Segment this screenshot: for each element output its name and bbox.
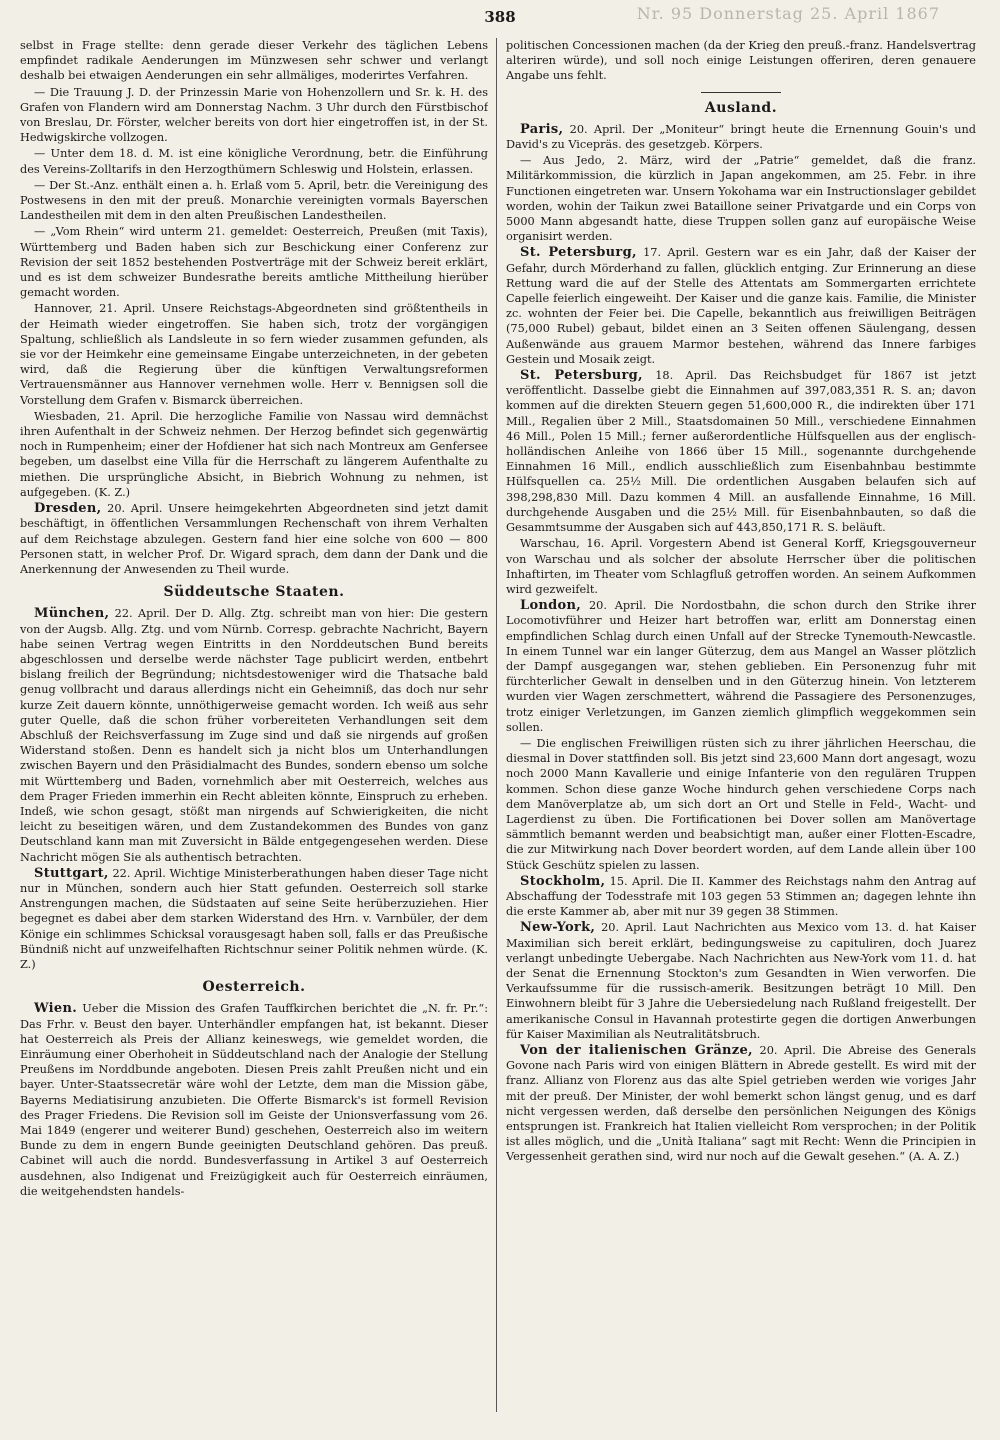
article-text: 18. April. Das Reichsbudget für 1867 ist jetzt veröffentlicht. Dasselbe giebt die Einnahmen auf 397,083,351 R. S. an; davon kommen auf die direkten Steuern gegen 51,600,000 R., die indirekten über 171 Mill., Regalien über 2 Mill., Staatsdomainen 50 Mill., verschiedene Einnahmen 46 Mill., Polen 15 Mill.; ferner außerordentliche Hülfsquellen aus der englisch-holländischen Anleihe von 1866 über 15 Mill., sogenannte durchgehende Einnahmen 16 Mill., endlich ausschließlich zum Eisenbahnbau bestimmte Hülfsquellen ca. 25½ Mill. Die ordentlichen Ausgaben belaufen sich auf 398,298,830 Mill. Dazu kommen 4 Mill. an ausfallende Einnahme, 16 Mill. durchgehende Ausgaben und die 25½ Mill. für Eisenbahnbauten, so daß die Gesammtsumme der Ausgaben sich auf 443,850,171 R. S. beläuft. — [506, 369, 976, 535]
article-paragraph — [506, 920, 976, 1042]
dateline: München, — [34, 606, 110, 622]
article-paragraph — [506, 122, 976, 152]
article-text: 20. April. Unsere heimgekehrten Abgeordneten sind jetzt damit beschäftigt, in öffentlichen Versammlungen Rechenschaft von ihrem Verhalten auf dem Reichstage abzulegen. Gestern fand hier eine solche von 600 — 800 Personen statt, in welcher Prof. Dr. Wigard sprach, dem dann der Dank und die Anerkennung der Anwesenden zu Theil wurde. — [20, 502, 488, 576]
dateline: Stuttgart, — [34, 865, 109, 881]
article-paragraph: selbst in Frage stellte: denn gerade dieser Verkehr des täglichen Lebens empfindet radikale Aenderungen im Münzwesen sehr schwer und verlangt deshalb bei etwaigen Aenderungen ein sehr allmäliges, moderirtes Verfahren. — [20, 39, 488, 83]
article-paragraph: — Die englischen Freiwilligen rüsten sich zu ihrer jährlichen Heerschau, die diesmal in Dover stattfinden soll. Bis jetzt sind 23,600 Mann dort angesagt, wozu noch 2000 Mann Kavallerie und einige Infanterie von den regulären Truppen kommen. Schon diese ganze Woche hindurch gehen verschiedene Corps nach dem Manöverplatze ab, um sich dort an Ort und Stelle in Feld-, Wacht- und Lagerdienst zu üben. Die Fortificationen bei Dover sollen am Manövertage sämmtlich bemannt werden und beabsichtigt man, außer einer Flotten-Escadre, die zur Mitwirkung nach Dover beordert worden, auf dem Lande allein über 100 Stück Geschütz spielen zu lassen. — [506, 736, 976, 872]
article-paragraph: — „Vom Rhein“ wird unterm 21. gemeldet: Oesterreich, Preußen (mit Taxis), Württemberg und Baden haben sich zur Beschickung einer Conferenz zur Revision der seit 1852 bestehenden Postverträge mit der Schweiz bereit erklärt, und es ist dem schweizer Bundesrathe bereits amtliche Mittheilung hierüber gemacht worden. — [20, 225, 488, 300]
article-text: 20. April. Der „Moniteur“ bringt heute die Ernennung Gouin's und David's zu Vicepräs. des gesetzgeb. Körpers. — [506, 122, 976, 152]
article-text: 15. April. Die II. Kammer des Reichstags nahm den Antrag auf Abschaffung der Todesstrafe mit 103 gegen 53 Stimmen an; dagegen lehnte ihn die erste Kammer ab, aber mit nur 39 gegen 38 Stimmen. — [506, 874, 976, 919]
separator-rule — [701, 92, 781, 93]
article-paragraph — [506, 1043, 976, 1165]
article-paragraph: Hannover, 21. April. Unsere Reichstags-Abgeordneten sind größtentheils in der Heimath wieder eingetroffen. Sie haben sich, trotz der vorgängigen Spaltung, schließlich als Landsleute in so fern wieder zusammen gefunden, als sie vor der Heimkehr eine gemeinsame Eingabe unterzeichneten, in der gebeten wird, daß die Regierung über die künftigen Verwaltungsreformen Vertrauensmänner aus Hannover vernehmen wolle. Herr v. Bennigsen soll die Vorstellung dem Grafen v. Bismarck überreichen. — [20, 302, 488, 407]
dateline: St. Petersburg, — [520, 368, 643, 384]
article-text: 20. April. Laut Nachrichten aus Mexico vom 13. d. hat Kaiser Maximilian sich bereit erklärt, bedingungsweise zu capituliren, doch Juarez verlangt unbedingte Uebergabe. Nach Nachrichten aus New-York vom 11. d. hat der Senat die Ernennung Stockton's zum Gesandten in Wien verworfen. Die Verkaufssumme für die russisch-amerik. Besitzungen beträgt 10 Mill. Den Einwohnern bleibt für 3 Jahre die Uebersiedelung nach Rußland freigestellt. Der amerikanische Consul in Havannah protestirte gegen die dortigen Anwerbungen für Kaiser Maximilian als Neutralitätsbruch. — [506, 921, 976, 1041]
dateline: Wien. — [34, 1001, 78, 1017]
article-paragraph — [506, 368, 976, 535]
article-paragraph: politischen Concessionen machen (da der Krieg den preuß.-franz. Handelsvertrag alteriren würde), und soll noch einige Leistungen offeriren, deren genauere Angabe uns fehlt. — [506, 39, 976, 83]
article-text: 20. April. Die Abreise des Generals Govone nach Paris wird von einigen Blättern in Abrede gestellt. Es wird mit der franz. Allianz von Florenz aus das alte Spiel getrieben werden wie voriges Jahr mit der preuß. Der Minister, der wohl bemerkt schon längst genug, und es darf nicht vergessen werden, daß derselbe den persönlichen Neigungen des Königs entsprungen ist. Frankreich hat Italien vielleicht Rom versprochen; in der Politik ist alles möglich, und die „Unità Italiana“ sagt mit Recht: Wenn die Principien in Vergessenheit gerathen sind, wird nur noch auf die Gewalt gesehen.“ (A. A. Z.) — [506, 1044, 976, 1164]
section-heading: Süddeutsche Staaten. — [163, 584, 345, 601]
dateline: Von der italienischen Gränze, — [520, 1043, 753, 1058]
dateline: New-York, — [520, 920, 596, 936]
left-column — [20, 38, 488, 1412]
article-paragraph: Warschau, 16. April. Vorgestern Abend ist General Korff, Kriegsgouverneur von Warschau und als solcher der absolute Herrscher über die politischen Inhaftirten, im Theater vom Schlagfluß getroffen worden. An seinem Aufkommen wird gezweifelt. — [506, 537, 976, 596]
article-paragraph — [20, 866, 488, 972]
article-paragraph — [20, 501, 488, 577]
dateline: Dresden, — [34, 501, 102, 517]
article-paragraph: — Der St.-Anz. enthält einen a. h. Erlaß vom 5. April, betr. die Vereinigung des Postwesens in den mit der preuß. Monarchie vereinigten vormals Bayerschen Landestheilen mit dem in den alten Preußischen Landestheilen. — [20, 178, 488, 223]
article-paragraph — [506, 598, 976, 735]
dateline: St. Petersburg, — [520, 245, 637, 261]
article-paragraph: — Die Trauung J. D. der Prinzessin Marie von Hohenzollern und Sr. k. H. des Grafen von Flandern wird am Donnerstag Nachm. 3 Uhr durch den Fürstbischof von Breslau, Dr. Förster, welcher bereits von dort hier eingetroffen ist, in der St. Hedwigskirche vollzogen. — [20, 85, 488, 145]
article-text: 22. April. Der D. Allg. Ztg. schreibt man von hier: Die gestern von der Augsb. Allg. Ztg. und vom Nürnb. Corresp. gebrachte Nachricht, Bayern habe seinen Vertrag wegen Eintritts in den Norddeutschen Bund bereits abgeschlossen und derselbe werde nächster Tage publicirt werden, entbehrt bislang freilich der Begründung; nichtsdestoweniger wird die Thatsache bald genug vollbracht und daraus allerdings nicht ein Geheimniß, das doch nur sehr kurze Zeit dauern könnte, unnöthigerweise gemacht worden. Ich weiß aus sehr guter Quelle, daß die schon früher vorbereiteten Verhandlungen seit dem Abschluß der Reichsverfassung im Zuge sind und daß sie nirgends auf großen Widerstand stoßen. Denn es handelt sich ja nicht blos um Unterhandlungen zwischen Bayern und den Präsidialmacht des Bundes, sondern ebenso um solche mit Württemberg und Baden, vornehmlich aber mit Oesterreich, welches aus dem Prager Frieden immerhin ein Recht ableiten könnte, Einspruch zu erheben. Indeß, wie schon gesagt, stößt man nirgends auf Schwierigkeiten, die nicht leicht zu beseitigen wären, und dem Zustandekommen des Bundes von ganz Deutschland kann man mit Zuversicht in Bälde entgegengesehen werden. Diese Nachricht mögen Sie als authentisch betrachten. — [20, 607, 488, 864]
column-divider — [496, 38, 497, 1412]
dateline: Paris, — [520, 121, 564, 137]
bleed-through-header: Nr. 95 Donnerstag 25. April 1867 — [636, 4, 940, 23]
article-paragraph — [506, 245, 976, 367]
article-text: 20. April. Die Nordostbahn, die schon durch den Strike ihrer Locomotivführer und Heizer hart betroffen war, erlitt am Donnerstag einen empfindlichen Schlag durch einen Unfall auf der Strecke Tynemouth-Newcastle. In einem Tunnel war ein langer Güterzug, dem aus Mangel an Wasser plötzlich der Dampf ausgegangen war, stehen geblieben. Ein Personenzug fuhr mit fürchterlicher Gewalt in denselben und in den Güterzug hinein. Von letzterem wurden vier Wagen zerschmettert, während die Passagiere des Personenzuges, trotz einiger Verletzungen, im Ganzen ziemlich glimpflich weggekommen sein sollen. — [506, 599, 976, 734]
page-number: 388 — [484, 8, 516, 26]
article-paragraph: — Unter dem 18. d. M. ist eine königliche Verordnung, betr. die Einführung des Vereins-Zolltarifs in den Herzogthümern Schleswig und Holstein, erlassen. — [20, 147, 488, 176]
dateline: Stockholm, — [520, 873, 606, 889]
article-text: 22. April. Wichtige Ministerberathungen haben dieser Tage nicht nur in München, sondern auch hier Statt gefunden. Oesterreich soll starke Anstrengungen machen, die Südstaaten auf seine Seite herüberzuziehen. Hier begegnet es dabei aber dem starken Widerstand des Hrn. v. Varnbüler, der dem Könige ein schlimmes Schicksal vorausgesagt haben soll, falls er das Preußische Bündniß nicht auf unzweifelhaften Richtschnur seiner Politik nehmen würde. (K. Z.) — [20, 866, 488, 971]
article-paragraph: — Aus Jedo, 2. März, wird der „Patrie“ gemeldet, daß die franz. Militärkommission, die kürzlich in Japan angekommen, am 25. Febr. in ihre Functionen eingetreten war. Unsern Yokohama war ein Instructionslager gebildet worden, wohin der Taikun zwei Bataillone seiner Privatgarde und ein Corps von 5000 Mann abgesandt hatte, diese Truppen sollen ganz auf europäische Weise organisirt werden. — [506, 154, 976, 244]
article-paragraph: Wiesbaden, 21. April. Die herzogliche Familie von Nassau wird demnächst ihren Aufenthalt in der Schweiz nehmen. Der Herzog befindet sich gegenwärtig noch in Rumpenheim; einer der Hofdiener hat sich nach Montreux am Genfersee begeben, um daselbst eine Villa für die Herrschaft zu längerem Aufenthalte zu miethen. Die ursprüngliche Absicht, in Biebrich Wohnung zu nehmen, ist aufgegeben. (K. Z.) — [20, 409, 488, 499]
section-heading: Ausland. — [704, 99, 778, 116]
article-paragraph — [20, 606, 488, 864]
section-heading: Oesterreich. — [202, 979, 306, 996]
right-column — [506, 38, 976, 1412]
article-text: Ueber die Mission des Grafen Tauffkirchen berichtet die „N. fr. Pr.“: Das Frhr. v. Beust den bayer. Unterhändler empfangen hat, ist bekannt. Dieser hat Oesterreich als Preis der Allianz keineswegs, wie gemeldet worden, die Einräumung einer Oberhoheit in Süddeutschland nach der Analogie der Stellung Preußens im Norddbunde angeboten. Diesen Preis zahlt Preußen nicht und ein bayer. Unter-Staatssecretär wäre wohl der Letzte, dem man die Mission gäbe, Bayerns Mediatisirung anzubieten. Die Offerte Bismarck's ist formell Revision des Prager Friedens. Die Revision soll im Geiste der Unionsverfassung vom 26. Mai 1849 (engerer und weiterer Bund) geschehen, Oesterreich also im weitern Bunde zu dem in engern Bunde geeinigten Deutschland gehören. Das preuß. Cabinet will auch die nordd. Bundesverfassung in Artikel 3 auf Oesterreich ausdehnen, also Indigenat und Freizügigkeit auch für Oesterreich einräumen, die weitgehendsten handels- — [20, 1002, 488, 1198]
article-paragraph — [506, 874, 976, 920]
dateline: London, — [520, 598, 582, 614]
article-text: 17. April. Gestern war es ein Jahr, daß der Kaiser der Gefahr, durch Mörderhand zu fallen, glücklich entging. Zur Erinnerung an diese Rettung ward die auf der Stelle des Attentats am Sommergarten errichtete Capelle feierlich eingeweiht. Der Kaiser und die ganze kais. Familie, die Minister zc. wohnten der Feier bei. Die Capelle, bekanntlich aus freiwilligen Beiträgen (75,000 Rubel) gebaut, bildet einen an 3 Seiten offenen Säulengang, dessen Außenwände aus grauem Marmor bestehen, während das Innere farbiges Gestein und Mosaik zeigt. — [506, 246, 976, 366]
article-paragraph — [20, 1001, 488, 1199]
